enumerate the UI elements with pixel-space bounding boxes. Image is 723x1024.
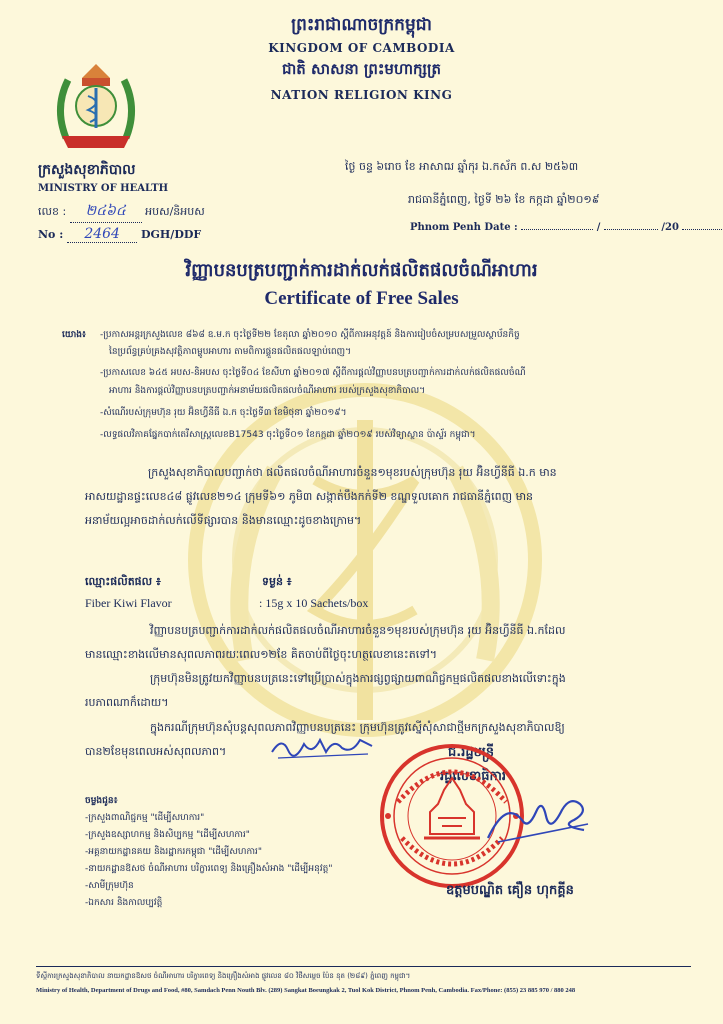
- ref-en-row: [38, 226, 201, 243]
- body-para2-line1: វិញ្ញាបនបត្របញ្ជាក់ការដាក់លក់ផលិតផលចំណីអាហារចំនួន១មុខរបស់ក្រុមហ៊ុន រុយ អ៊ិនហ្វីនីធី ឯ.កដែល: [150, 624, 566, 637]
- motto-en: NATION RELIGION KING: [270, 88, 453, 102]
- lunar-date-kh: ថ្ងៃ ចន្ទ ៦រោច ខែ អាសាឍ ឆ្នាំកុរ ឯ.កស័ក ព.ស ២៥៦៣: [345, 160, 579, 173]
- en-date-suffix: /20: [661, 222, 679, 233]
- footer-address-kh: ទីស្តីការក្រសួងសុខាភិបាល នាយកដ្ឋានឱសថ ចំណីអាហារ បរិក្ខារពេទ្យ និងគ្រឿងសំអាង ផ្លូវលេខ ៨០ វិថីសម្តេច ប៉ែន នុត (២៨៩) ភ្នំពេញ កម្ពុជា។: [36, 972, 411, 980]
- reference-line-5: -សំណើរបស់ក្រុមហ៊ុន រុយ អ៊ិនហ្វីនីធី ឯ.ក ចុះថ្ងៃទី៣ ខែមិថុនា ឆ្នាំ២០១៩។: [100, 408, 347, 418]
- signature-line2: រដ្ឋលេខាធិការ: [440, 769, 507, 784]
- ref-en-suffix: DGH/DDF: [140, 228, 202, 241]
- handwritten-initials: [268, 730, 378, 762]
- references-label: យោង៖: [62, 330, 86, 340]
- watermark-emblem: [185, 360, 545, 780]
- weight-label: ទម្ងន់ ៖: [262, 575, 292, 588]
- product-weight: : 15g x 10 Sachets/box: [259, 596, 369, 610]
- certificate-title-en: Certificate of Free Sales: [264, 288, 459, 309]
- kingdom-en: KINGDOM OF CAMBODIA: [268, 41, 455, 55]
- reference-line-2: នៃប្រព័ន្ធគ្រប់គ្រងសុវត្ថិភាពម្ហូបអាហារ តាមពិការផ្គួនផលិតផលឡាប់ពេញ។: [109, 347, 352, 357]
- recipient-3: -អគ្គនាយកដ្ឋានគយ និងរដ្ឋាករកម្ពុជា "ដើម្បីសហការ": [85, 847, 263, 857]
- ref-en-prefix: No :: [38, 228, 64, 241]
- ministry-name-kh: ក្រសួងសុខាភិបាល: [38, 162, 136, 178]
- official-signature: [484, 790, 594, 850]
- ref-kh-row: [38, 201, 205, 223]
- ref-kh-prefix: លេខ :: [38, 205, 67, 218]
- motto-kh: ជាតិ សាសនា ព្រះមហាក្សត្រ: [282, 60, 441, 78]
- product-label: ឈ្មោះផលិតផល ៖: [85, 575, 161, 588]
- ref-kh-suffix: អបស/និអបស: [145, 205, 205, 218]
- footer-address-en: Ministry of Health, Department of Drugs and Food, #80, Samdach Penn Nouth Blv. (289) Sangkat Boeungkak 2, Tuol Kok District, Phnom Penh, Cambodia. Fax/Phone: (855) 23 885 970 / 880 248: [36, 987, 576, 994]
- signatory-name: ឧត្តមបណ្ឌិត គឿន ហុកគ្គីន: [446, 883, 574, 898]
- body-para1-line2: អាសយដ្ឋានផ្ទះលេខ៤៨ ផ្លូវលេខ២១៤ ក្រុមទី៦១ ភូមិ៣ សង្កាត់បឹងកក់ទី២ ខណ្ឌទួលគោក រាជធានីភ្នំពេញ មាន: [85, 490, 534, 503]
- kingdom-kh: ព្រះរាជាណាចក្រកម្ពុជា: [291, 15, 432, 35]
- reference-line-4: អាហារ និងការផ្តល់វិញ្ញាបនបត្របញ្ជាក់អនាម័យផលិតផលចំណីអាហារ របស់ក្រសួងសុខាភិបាល។: [109, 386, 426, 396]
- recipient-2: -ក្រសួងឧស្សាហកម្ម និងសិប្បកម្ម "ដើម្បីសហការ": [85, 830, 250, 840]
- footer-divider: [36, 966, 691, 967]
- ministry-logo: [52, 58, 140, 154]
- place-date-kh: រាជធានីភ្នំពេញ, ថ្ងៃទី ២៦ ខែ កក្កដា ឆ្នាំ២០១៩: [408, 193, 600, 206]
- recipient-4: -នាយកដ្ឋានឱសថ ចំណីអាហារ បរិក្ខារពេទ្យ និងគ្រឿងសំអាង "ដើម្បីអនុវត្ត": [85, 864, 333, 874]
- recipient-5: -សាមីក្រុមហ៊ុន: [85, 881, 134, 891]
- ref-en-number: 2464: [67, 226, 137, 243]
- product-name: Fiber Kiwi Flavor: [85, 596, 172, 610]
- body-para3-line2: របភាពណាក៏ដោយ។: [85, 696, 169, 709]
- body-para2-line2: មានឈ្មោះខាងលើមានសុពលភាពរយៈពេល១២ខែ គិតចាប់ពីថ្ងៃចុះហត្ថលេខានេះតទៅ។: [85, 648, 437, 661]
- signature-line1: ជ.រដ្ឋមន្ត្រី: [448, 745, 494, 760]
- en-date-day-blank: [521, 229, 593, 230]
- en-date-year-blank: [682, 229, 723, 230]
- body-para3-line1: ក្រុមហ៊ុនមិនត្រូវយកវិញ្ញាបនបត្រនេះទៅប្រើប្រាស់ក្នុងការផ្សព្វផ្សាយពាណិជ្ជកម្មផលិតផលខាងលើទោះក្នុង: [150, 672, 566, 685]
- reference-line-1: -ប្រកាសអន្តរក្រសួងលេខ ៨៦៨ ឧ.ម.ក ចុះថ្ងៃទី២២ ខែតុលា ឆ្នាំ២០១០ ស្តីពីការអនុវត្តន៍ និងការរៀបចំសម្របសម្រួលស្ថាប័នកិច្ច: [100, 330, 520, 340]
- reference-line-6: -លទ្ធផលវិភាគផ្នែកបាក់តេរីសាស្ត្រលេខB17543 ចុះថ្ងៃទី០១ ខែកក្កដា ឆ្នាំ២០១៩ របស់វិទ្យាស្ថាន ប៉ាស្ទ័រ កម្ពុជា។: [100, 430, 476, 440]
- en-date-month-blank: [604, 229, 658, 230]
- body-para4-line2: បាន២ខែមុនពេលអស់សុពលភាព។: [85, 745, 227, 758]
- ref-kh-number: ២៤៦៤: [70, 201, 142, 223]
- reference-line-3: -ប្រកាសលេខ ៦៤៥ អបស-និអបស ចុះថ្ងៃទី០៤ ខែសីហា ឆ្នាំ២០១៧ ស្តីពីការផ្តល់វិញ្ញាបនបត្របញ្ជាក់ការដាក់លក់ផលិតផលចំណី: [100, 368, 526, 378]
- body-para1-line1: ក្រសួងសុខាភិបាលបញ្ជាក់ថា ផលិតផលចំណីអាហារចំនួន១មុខរបស់ក្រុមហ៊ុន រុយ អ៊ិនហ្វីនីធី ឯ.ក មាន: [148, 466, 557, 479]
- recipient-1: -ក្រសួងពាណិជ្ជកម្ម "ដើម្បីសហការ": [85, 813, 205, 823]
- ministry-name-en: MINISTRY OF HEALTH: [38, 183, 169, 194]
- body-para1-line3: អនាម័យល្អអាចដាក់លក់លើទីផ្សារបាន និងមានឈ្មោះដូចខាងក្រោម។: [85, 514, 362, 527]
- en-date-label: Phnom Penh Date :: [410, 222, 518, 233]
- certificate-title-kh: វិញ្ញាបនបត្របញ្ជាក់ការដាក់លក់ផលិតផលចំណីអាហារ: [185, 260, 538, 281]
- recipients-label: ចម្លងជូន៖: [85, 796, 118, 806]
- recipient-6: -ឯកសារ និងកាលប្បវត្តិ: [85, 898, 163, 908]
- en-date-row: Phnom Penh Date : / /20: [410, 222, 723, 233]
- body-para4-line1: ក្នុងករណីក្រុមហ៊ុនសុំបន្តសុពលភាពវិញ្ញាបនបត្រនេះ ក្រុមហ៊ុនត្រូវស្នើសុំសាជាថ្មីមកក្រសួងសុខាភិបាលឱ្យ: [150, 721, 565, 734]
